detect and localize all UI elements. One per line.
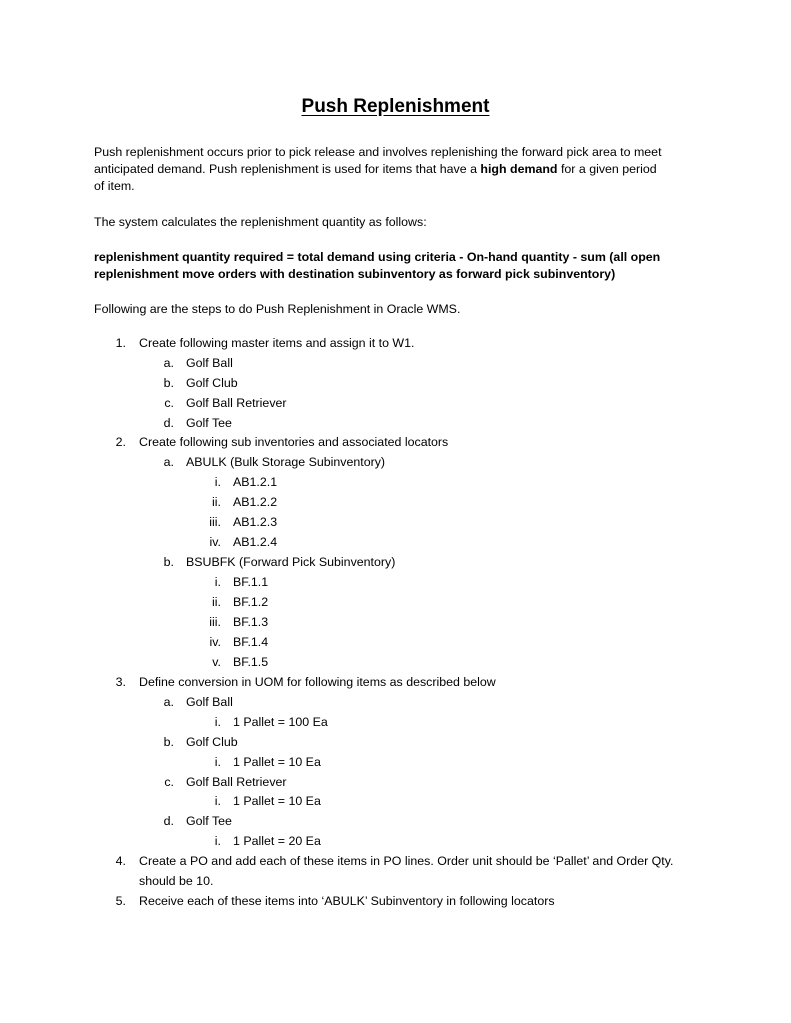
intro-line-2: anticipated demand. Push replenishment is used for items that have a high demand for a given period	[94, 162, 657, 176]
list-marker: iii.	[209, 615, 221, 629]
formula-line-2: replenishment move orders with destination subinventory as forward pick subinventory)	[94, 267, 616, 281]
list-marker: d.	[163, 416, 174, 430]
list-marker: d.	[163, 814, 174, 828]
steps-intro: Following are the steps to do Push Replenishment in Oracle WMS.	[94, 302, 461, 316]
list-marker: c.	[164, 396, 174, 410]
list-marker: ii.	[212, 595, 221, 609]
list-marker: a.	[163, 356, 174, 370]
intro-paragraph	[94, 144, 714, 195]
list-marker: i.	[214, 794, 221, 808]
list-marker: iv.	[209, 535, 221, 549]
list-marker: iii.	[209, 515, 221, 529]
list-marker: c.	[164, 775, 174, 789]
list-marker: v.	[212, 655, 221, 669]
high-demand-emphasis: high demand	[480, 162, 558, 176]
list-marker: 2.	[115, 435, 126, 449]
list-marker: iv.	[209, 635, 221, 649]
formula-paragraph	[94, 249, 714, 283]
list-marker: b.	[163, 555, 174, 569]
list-marker: b.	[163, 735, 174, 749]
list-marker: i.	[214, 715, 221, 729]
list-marker: i.	[214, 575, 221, 589]
calc-intro: The system calculates the replenishment quantity as follows:	[94, 215, 427, 229]
page-title: Push Replenishment	[301, 96, 490, 117]
list-marker: b.	[163, 376, 174, 390]
list-marker: i.	[214, 834, 221, 848]
list-marker: 4.	[115, 854, 126, 868]
list-marker: a.	[163, 455, 174, 469]
formula-line-1: replenishment quantity required = total demand using criteria - On-hand quantity - sum (all open	[94, 250, 661, 264]
intro-line-3: of item.	[94, 179, 135, 193]
intro-line-1: Push replenishment occurs prior to pick release and involves replenishing the forward pick area to meet	[94, 145, 662, 159]
list-marker: 3.	[115, 675, 126, 689]
list-marker: 1.	[115, 336, 126, 350]
list-marker: a.	[163, 695, 174, 709]
list-marker: i.	[214, 475, 221, 489]
list-marker: 5.	[115, 894, 126, 908]
list-marker: ii.	[212, 495, 221, 509]
document-page: Push Replenishment Push replenishment occurs prior to pick release and involves replenishing the forward pick area to meet anticipated demand. Push replenishment is used for items that have a high demand for a given period of item. The system calculates the replenishment quantity as follows: replenishment quantity required = total demand using criteria - On-hand quantity - sum (all open replenishment move orders with destination subinventory as forward pick subinventory) Following are the steps to do Push Replenishment in Oracle WMS. 1. Create following master items and assign it to W1. a. Golf Ball b. Golf Club c. Golf Ball Retriever d. Golf Tee 2. Create following sub inventories and associated locators a. ABULK (Bulk Storage Subinventory) i. AB1.2.1 ii. AB1.2.2 iii. AB1.2.3 iv. AB1.2.4 b. BSUBFK (Forward Pick Subinventory) i. BF.1.1 ii. BF.1.2 iii. BF.1.3 iv. BF.1.4 v. BF.1.5 3. Define conversion in UOM for following items as described below a. Golf Ball i. 1 Pallet = 100 Ea b. Golf Club i. 1 Pallet = 10 Ea c. Golf Ball Retriever i. 1 Pallet = 10 Ea d. Golf Tee i. 1 Pallet = 20 Ea 4. Create a PO and add each of these items in PO lines. Order unit should be ‘Pallet’ and Order Qty. should be 10. 5. Receive each of these items into ‘ABULK’ Subinventory in following locators	[0, 0, 791, 1023]
list-marker: i.	[214, 755, 221, 769]
